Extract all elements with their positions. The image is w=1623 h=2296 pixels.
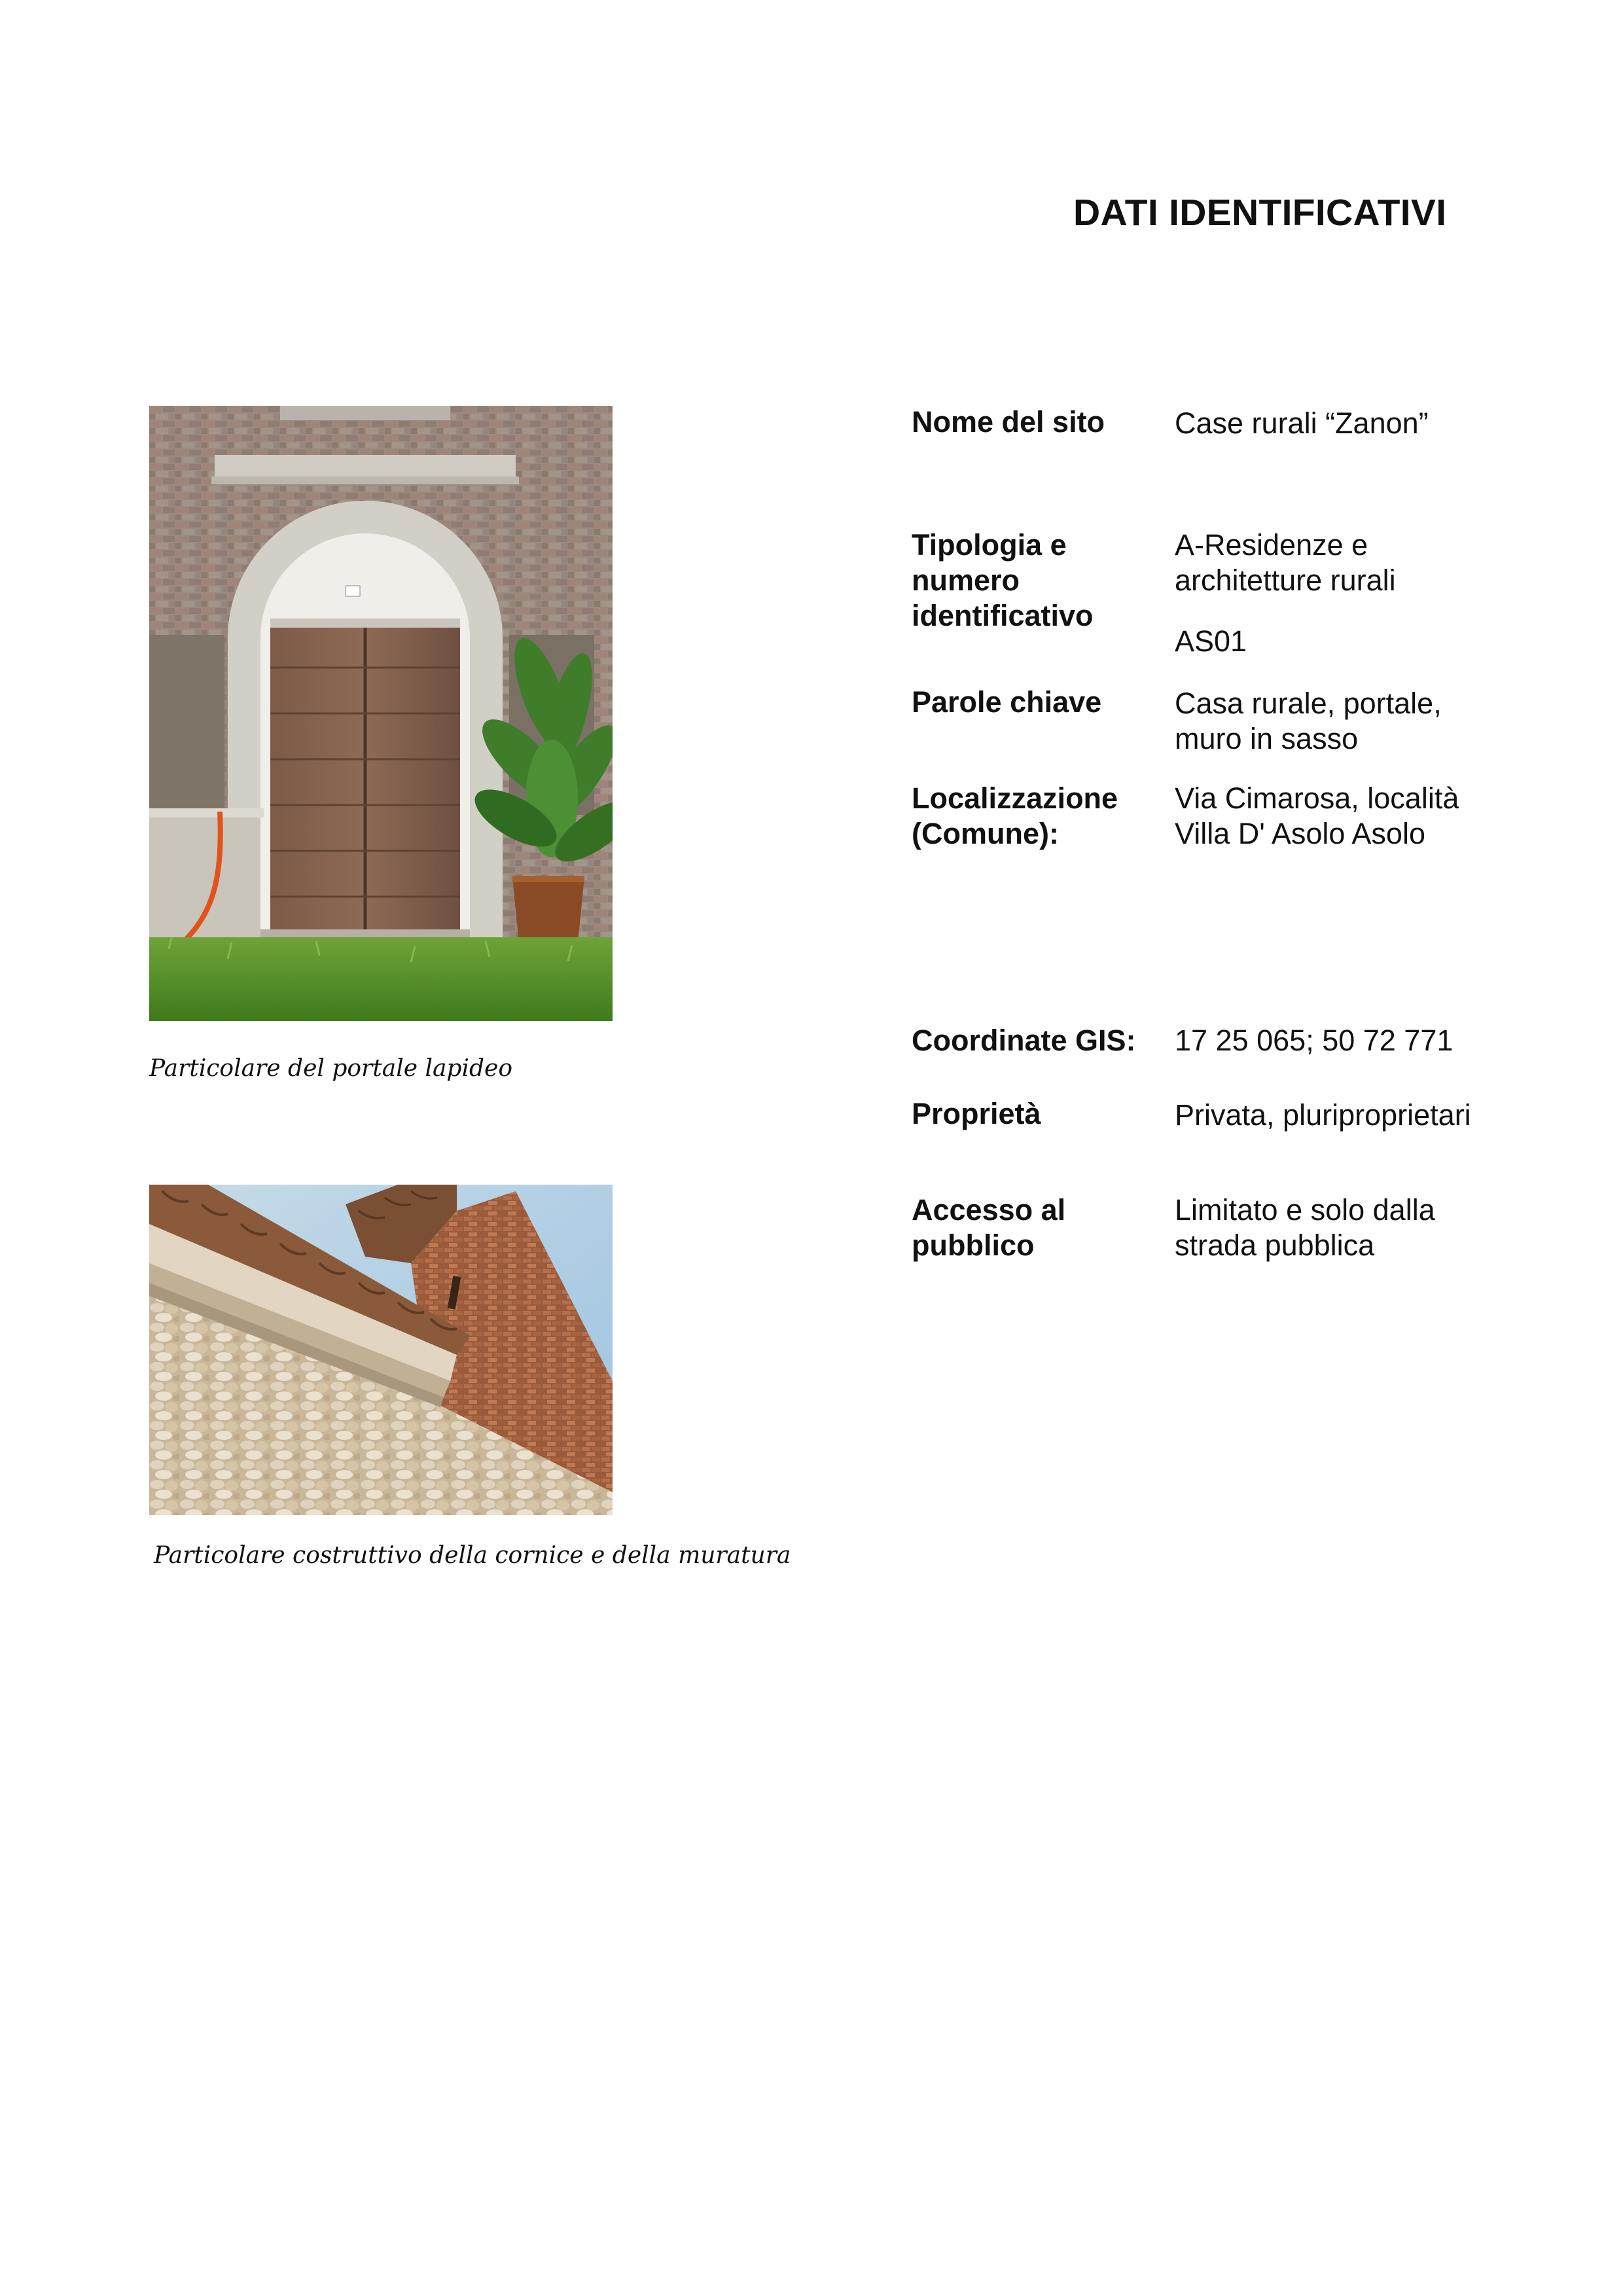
keywords-label: Parole chiave [912,685,1102,719]
masonry-photo-caption: Particolare costruttivo della cornice e della muratura [154,1542,791,1569]
location-label: Localizzazione (Comune): [912,781,1118,850]
ownership-value: Privata, pluriproprietari [1175,1098,1471,1132]
portal-photo-graphic [149,406,613,1021]
gis-value: 17 25 065; 50 72 771 [1175,1024,1454,1057]
page-title: DATI IDENTIFICATIVI [1073,192,1447,234]
gis-label: Coordinate GIS: [912,1024,1136,1057]
site-name-label: Nome del sito [912,405,1105,439]
ownership-label: Proprietà [912,1097,1041,1130]
keywords-value: Casa rurale, portale, muro in sasso [1175,687,1442,755]
masonry-photo [149,1185,613,1515]
site-name-value: Case rurali “Zanon” [1175,406,1429,440]
location-value: Via Cimarosa, località Villa D' Asolo Asolo [1175,781,1459,850]
portal-photo-caption: Particolare del portale lapideo [149,1055,513,1082]
public-access-label: Accesso al pubblico [912,1193,1066,1262]
typology-code: AS01 [1175,624,1247,658]
typology-label: Tipologia e numero identificativo [912,528,1094,632]
masonry-photo-graphic [149,1185,613,1515]
typology-value: A-Residenze e architetture rurali [1175,528,1396,597]
public-access-value: Limitato e solo dalla strada pubblica [1175,1193,1435,1262]
portal-photo [149,406,613,1021]
